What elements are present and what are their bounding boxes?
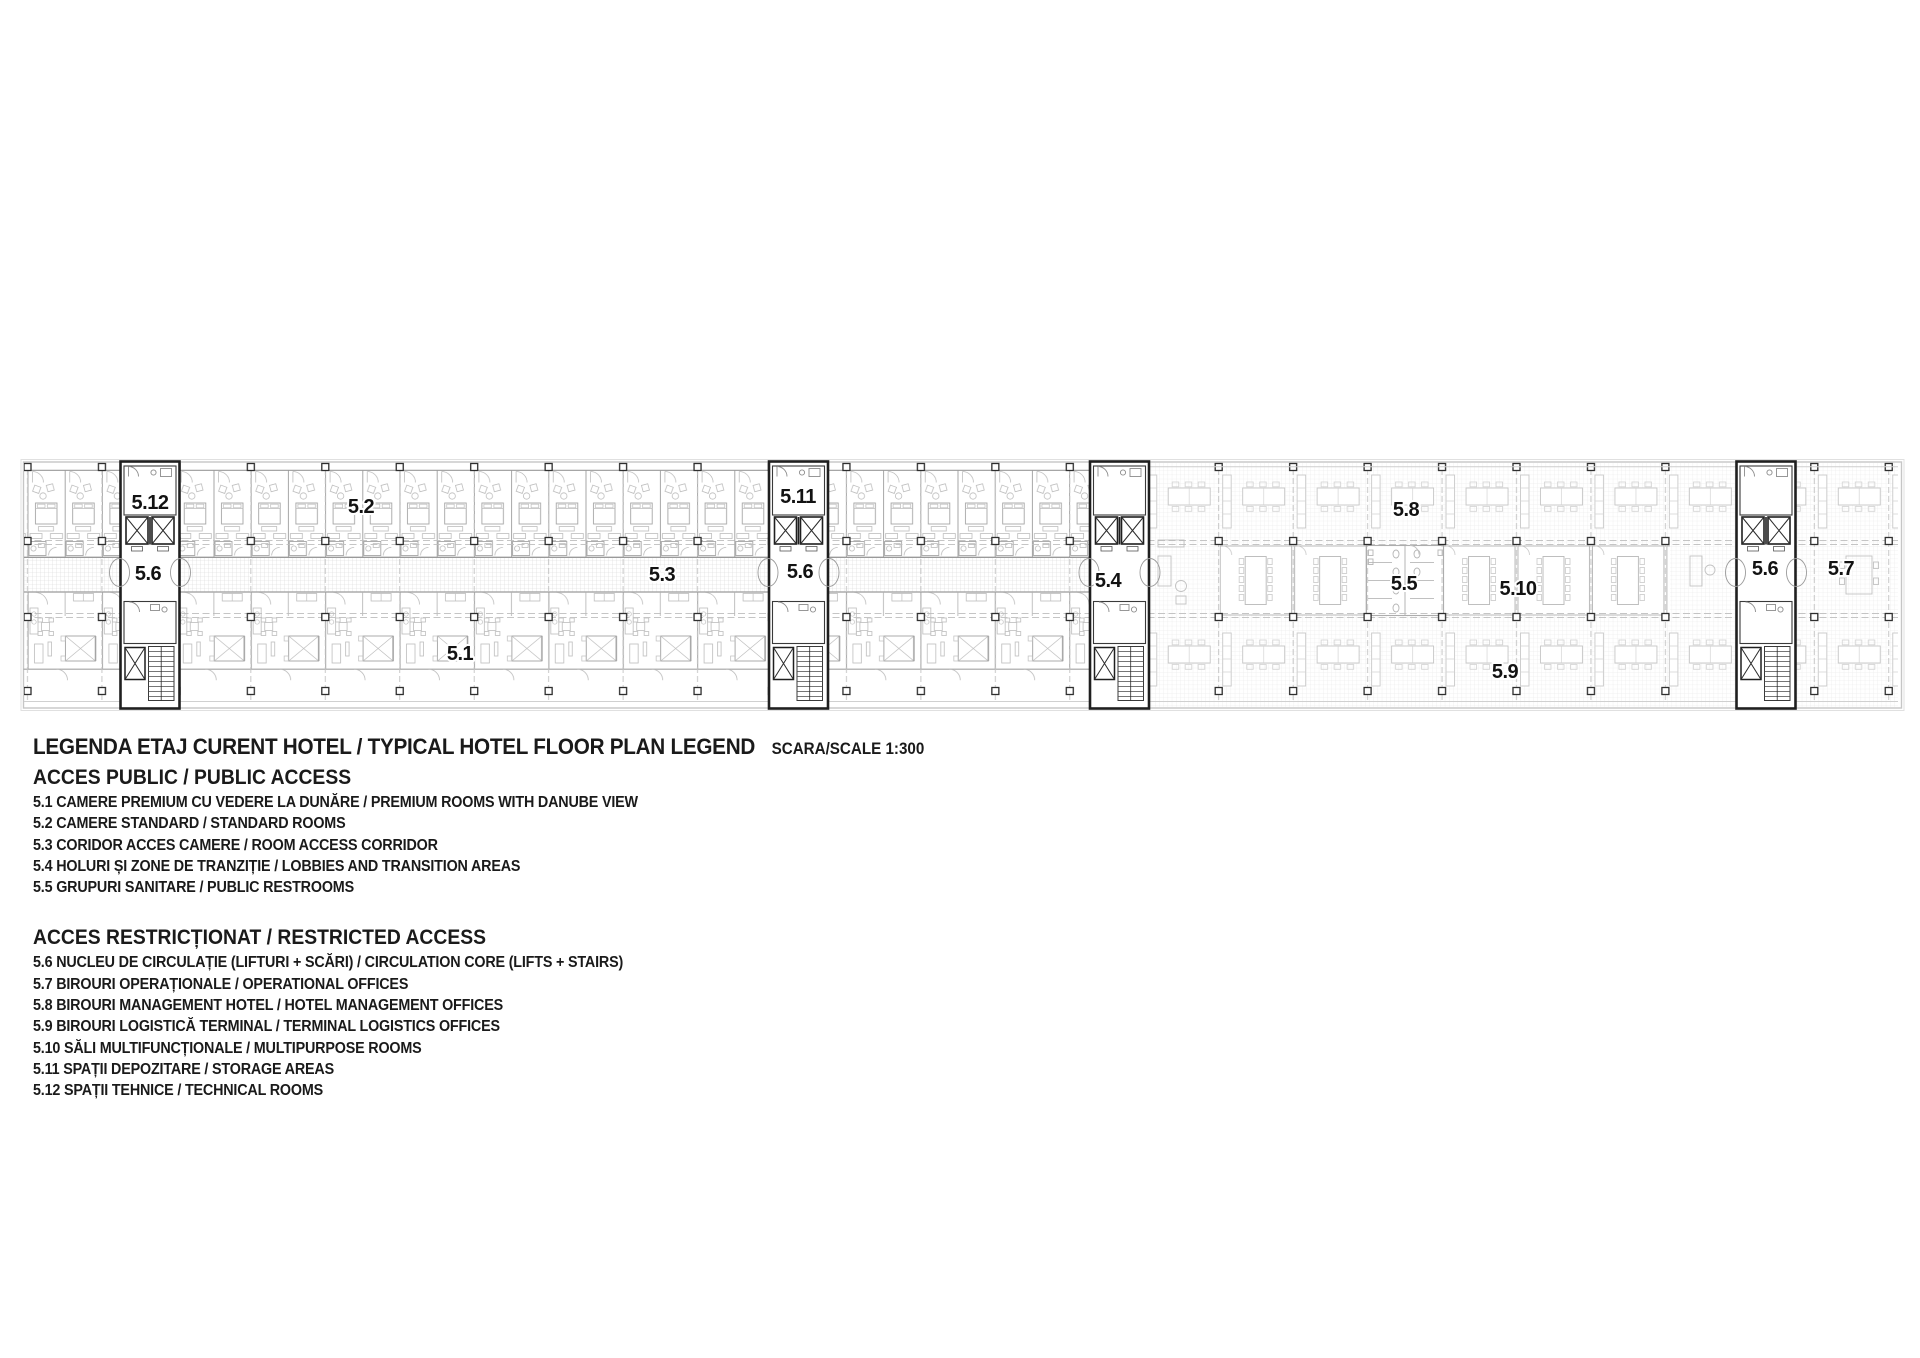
- legend-item-5-10: 5.10 SĂLI MULTIFUNCȚIONALE / MULTIPURPOSE ROOMS: [33, 1039, 422, 1057]
- plan-label-5-6-core4: 5.6: [1751, 558, 1779, 580]
- legend-item-5-9: 5.9 BIROURI LOGISTICĂ TERMINAL / TERMINAL LOGISTICS OFFICES: [33, 1018, 500, 1036]
- column-grid: [24, 462, 1901, 708]
- legend-title: LEGENDA ETAJ CURENT HOTEL / TYPICAL HOTEL FLOOR PLAN LEGEND: [33, 734, 756, 759]
- legend-item-5-4: 5.4 HOLURI ȘI ZONE DE TRANZIȚIE / LOBBIES AND TRANSITION AREAS: [33, 857, 521, 875]
- legend-item-5-2: 5.2 CAMERE STANDARD / STANDARD ROOMS: [33, 815, 346, 833]
- plan-label-5-12: 5.12: [131, 492, 169, 514]
- legend-item-5-5: 5.5 GRUPURI SANITARE / PUBLIC RESTROOMS: [33, 879, 354, 897]
- legend-item-5-6: 5.6 NUCLEU DE CIRCULAȚIE (LIFTURI + SCĂRI) / CIRCULATION CORE (LIFTS + STAIRS): [33, 954, 624, 972]
- plan-label-5-6-core1: 5.6: [134, 563, 162, 585]
- plan-label-5-1: 5.1: [446, 643, 474, 665]
- plan-label-5-11: 5.11: [780, 486, 816, 508]
- plan-label-5-4: 5.4: [1094, 570, 1122, 592]
- plan-label-5-2: 5.2: [347, 496, 375, 518]
- scale-note: SCARA/SCALE 1:300: [771, 740, 925, 758]
- legend-item-5-7: 5.7 BIROURI OPERAȚIONALE / OPERATIONAL OFFICES: [33, 975, 409, 993]
- plan-label-5-10: 5.10: [1499, 578, 1537, 600]
- plan-label-5-7: 5.7: [1827, 558, 1855, 580]
- restricted-access-header: ACCES RESTRICȚIONAT / RESTRICTED ACCESS: [33, 926, 486, 950]
- plan-label-5-8: 5.8: [1392, 499, 1420, 521]
- legend: [33, 734, 924, 1102]
- legend-item-5-11: 5.11 SPAȚII DEPOZITARE / STORAGE AREAS: [33, 1060, 334, 1078]
- plan-label-5-5: 5.5: [1390, 573, 1418, 595]
- public-access-list: [33, 792, 924, 898]
- legend-item-5-8: 5.8 BIROURI MANAGEMENT HOTEL / HOTEL MANAGEMENT OFFICES: [33, 997, 503, 1015]
- legend-item-5-3: 5.3 CORIDOR ACCES CAMERE / ROOM ACCESS CORRIDOR: [33, 836, 438, 854]
- plan-label-5-3: 5.3: [648, 564, 676, 586]
- plan-label-5-9: 5.9: [1491, 661, 1519, 683]
- circulation-core-4: [1726, 462, 1807, 709]
- public-access-header: ACCES PUBLIC / PUBLIC ACCESS: [33, 766, 352, 789]
- legend-item-5-12: 5.12 SPAȚII TEHNICE / TECHNICAL ROOMS: [33, 1082, 323, 1100]
- plan-label-5-6-core2: 5.6: [786, 561, 814, 583]
- restricted-access-list: [33, 952, 924, 1101]
- legend-item-5-1: 5.1 CAMERE PREMIUM CU VEDERE LA DUNĂRE / PREMIUM ROOMS WITH DANUBE VIEW: [33, 794, 638, 811]
- legend-title-row: [33, 734, 924, 760]
